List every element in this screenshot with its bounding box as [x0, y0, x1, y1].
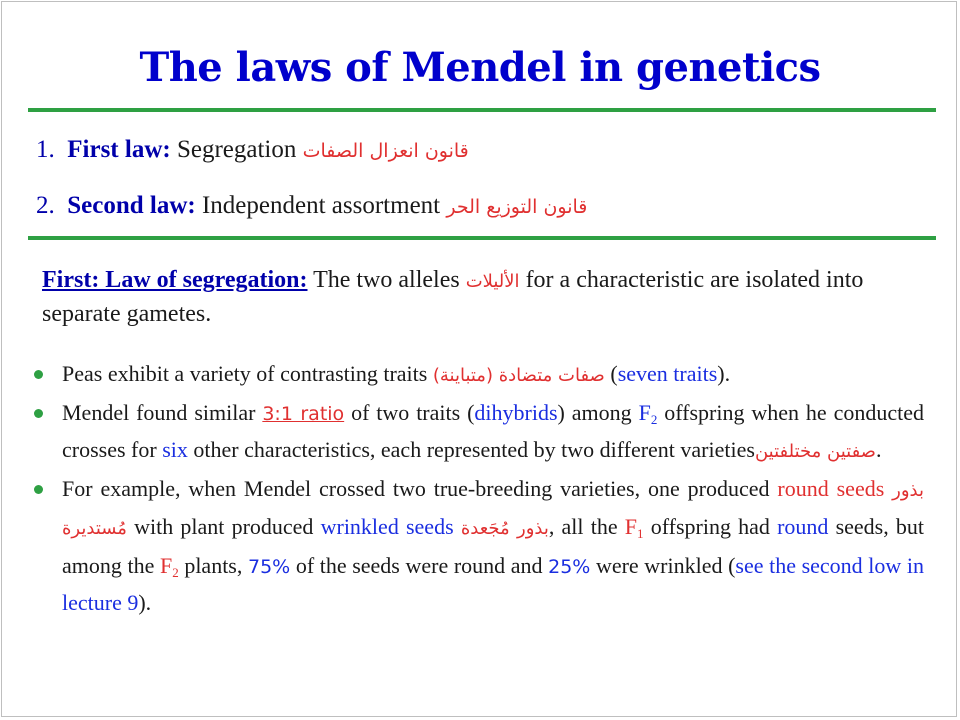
segregation-definition	[42, 264, 922, 330]
f1-label: $F_1$	[624, 514, 644, 541]
six-text: six	[162, 437, 188, 462]
lecture-reference: see the second low in lecture 9	[62, 552, 924, 615]
page-title: The laws of Mendel in genetics	[139, 44, 821, 91]
bullet-dot-icon	[34, 409, 43, 418]
segregation-heading: First: Law of segregation:	[42, 267, 308, 293]
law-name: First law:	[67, 136, 171, 163]
bullet-dot-icon	[34, 370, 43, 379]
top-divider	[28, 108, 936, 112]
bullet-list	[30, 356, 924, 622]
ratio-text: 3:1 ratio	[262, 402, 345, 425]
bullet-item: Peas exhibit a variety of contrasting traits صفات متضادة (متباينة) (seven traits).	[30, 356, 924, 395]
segregation-text: for a characteristic are isolated into separate gametes.	[42, 267, 864, 327]
bullet-item: Mendel found similar 3:1 ratio of two traits (dihybrids) among $F_2$ offspring when he conducted crosses for six other characteristics, each represented by two different varietiesصفتين مختلفتين.	[30, 395, 924, 471]
law-english: Segregation	[170, 136, 303, 163]
bottom-divider	[28, 236, 936, 240]
percent-75: 75%	[247, 555, 291, 578]
round-text: round	[777, 514, 829, 539]
segregation-text: The two alleles	[307, 267, 466, 293]
f2-label: $F_2$	[159, 552, 179, 580]
arabic-text: بذور مُجَعدة	[460, 518, 549, 539]
bullet-item: For example, when Mendel crossed two true-breeding varieties, one produced round seeds بذور مُستديرة with plant produced wrinkled seeds بذور مُجَعدة, all the $F_1$ offspring had round seeds, but among the $F_2$ plants, 75% of the seeds were round and 25% were wrinkled (see the second low in lecture 9).	[30, 471, 924, 622]
law-item-first	[36, 136, 916, 192]
percent-25: 25%	[548, 555, 591, 578]
bullet-dot-icon	[34, 485, 43, 494]
wrinkled-seeds-text: wrinkled seeds	[320, 514, 454, 539]
alleles-arabic: الأليلات	[465, 271, 520, 292]
arabic-text: بذور مُستديرة	[62, 479, 925, 539]
law-arabic: قانون انعزال الصفات	[302, 140, 469, 162]
dihybrids-text: dihybrids	[474, 399, 558, 425]
law-english: Independent assortment	[195, 192, 447, 219]
arabic-text: صفتين مختلفتين	[754, 441, 876, 462]
seven-traits: seven traits	[617, 361, 718, 386]
law-name: Second law:	[67, 192, 196, 219]
f2-label: $F_2$	[638, 399, 658, 427]
law-number: 2.	[36, 192, 55, 219]
arabic-text: صفات متضادة (متباينة)	[432, 365, 605, 386]
laws-list	[36, 136, 916, 248]
law-arabic: قانون التوزيع الحر	[446, 196, 588, 218]
law-number: 1.	[36, 136, 55, 163]
round-seeds-text: round seeds	[777, 475, 885, 501]
